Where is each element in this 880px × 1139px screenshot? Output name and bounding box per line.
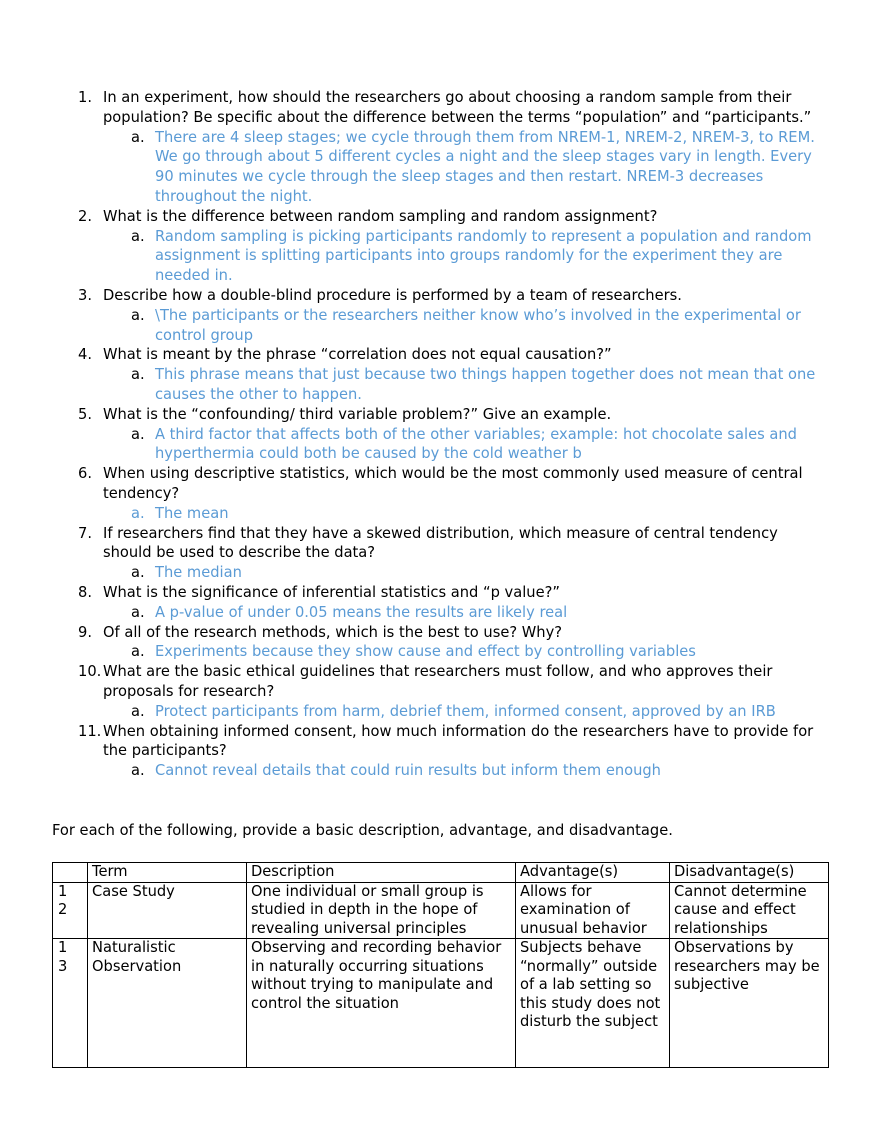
question-number: 2. <box>78 207 92 225</box>
question-item <box>78 583 830 623</box>
term-cell: Case Study <box>88 882 247 939</box>
question-number: 3. <box>78 286 92 304</box>
answer-text: Random sampling is picking participants randomly to represent a population and random assignment is splitting participants into groups randomly for the experiment they are needed in. <box>155 227 812 285</box>
description-cell: One individual or small group is studied in depth in the hope of revealing universal principles <box>247 882 516 939</box>
research-methods-table <box>52 862 829 1068</box>
question-text: When obtaining informed consent, how much information do the researchers have to provide for the participants? <box>103 722 814 760</box>
question <box>78 583 830 603</box>
header-disadvantage: Disadvantage(s) <box>670 863 829 883</box>
answer-label: a. <box>131 564 145 582</box>
disadvantage-cell: Cannot determine cause and effect relationships <box>670 882 829 939</box>
question <box>78 207 830 227</box>
question-text: In an experiment, how should the researchers go about choosing a random sample from their population? Be specific about the difference between the terms “population” and “participants.” <box>103 89 812 126</box>
answer <box>131 603 830 623</box>
question-number: 10. <box>78 663 102 681</box>
question-text: What is the “confounding/ third variable problem?” Give an example. <box>103 405 612 423</box>
table-row <box>53 939 829 1068</box>
table-header-row <box>53 863 829 883</box>
answer <box>131 504 830 524</box>
answer-text: Protect participants from harm, debrief them, informed consent, approved by an IRB <box>155 702 776 720</box>
answer <box>131 761 830 781</box>
answer-text: Experiments because they show cause and effect by controlling variables <box>155 643 696 661</box>
answer-label: a. <box>131 643 145 661</box>
question-text: Of all of the research methods, which is the best to use? Why? <box>103 623 563 641</box>
question <box>78 405 830 425</box>
question-number: 11. <box>78 722 102 740</box>
question-number: 5. <box>78 405 92 423</box>
description-cell: Observing and recording behavior in naturally occurring situations without trying to manipulate and control the situation <box>247 939 516 1068</box>
advantage-cell: Allows for examination of unusual behavior <box>516 882 670 939</box>
answer-label: a. <box>131 762 145 780</box>
header-description: Description <box>247 863 516 883</box>
answer <box>131 128 830 207</box>
question-item <box>78 464 830 523</box>
question <box>78 345 830 365</box>
answer <box>131 306 830 346</box>
question <box>78 524 830 564</box>
row-num: 1 3 <box>53 939 88 1068</box>
question-text: What is the difference between random sampling and random assignment? <box>103 207 658 225</box>
answer-label: a. <box>131 227 145 245</box>
question-item <box>78 524 830 583</box>
answer-text: A third factor that affects both of the other variables; example: hot chocolate sales and hyperthermia could both be caused by the cold weather b <box>155 425 797 463</box>
disadvantage-cell: Observations by researchers may be subjective <box>670 939 829 1068</box>
question <box>78 88 830 128</box>
answer-label: a. <box>131 425 145 443</box>
question-item <box>78 286 830 345</box>
question <box>78 662 830 702</box>
answer-label: a. <box>131 366 145 384</box>
answer <box>131 425 830 465</box>
answer-text: There are 4 sleep stages; we cycle through them from NREM-1, NREM-2, NREM-3, to REM. We go through about 5 different cycles a night and the sleep stages vary in length. Every 90 minutes we cycle through the sleep stages and then restart. NREM-3 decreases throughout the night. <box>155 128 815 205</box>
question-item <box>78 623 830 663</box>
question-item <box>78 88 830 207</box>
answer-text: The mean <box>155 504 229 522</box>
question-text: What is the significance of inferential statistics and “p value?” <box>103 583 560 601</box>
answer <box>131 227 830 286</box>
table-row <box>53 882 829 939</box>
answer-text: \The participants or the researchers neither know who’s involved in the experimental or control group <box>155 306 801 344</box>
header-num <box>53 863 88 883</box>
answer <box>131 365 830 405</box>
answer-text: A p-value of under 0.05 means the results are likely real <box>155 603 568 621</box>
question <box>78 623 830 643</box>
question <box>78 722 830 762</box>
question-item <box>78 662 830 721</box>
header-term: Term <box>88 863 247 883</box>
question-number: 9. <box>78 623 92 641</box>
answer-label: a. <box>131 603 145 621</box>
question-text: Describe how a double-blind procedure is performed by a team of researchers. <box>103 286 682 304</box>
answer-label: a. <box>131 128 145 146</box>
answer-label: a. <box>131 702 145 720</box>
question <box>78 286 830 306</box>
question-number: 7. <box>78 524 92 542</box>
answer-text: Cannot reveal details that could ruin results but inform them enough <box>155 762 661 780</box>
answer <box>131 642 830 662</box>
answer-label: a. <box>131 504 145 522</box>
term-cell: Naturalistic Observation <box>88 939 247 1068</box>
question-text: What are the basic ethical guidelines that researchers must follow, and who approves their proposals for research? <box>103 663 773 700</box>
answer-text: The median <box>155 564 242 582</box>
header-advantage: Advantage(s) <box>516 863 670 883</box>
question-text: What is meant by the phrase “correlation does not equal causation?” <box>103 346 612 364</box>
question-item <box>78 345 830 404</box>
advantage-cell: Subjects behave “normally” outside of a lab setting so this study does not disturb the subject <box>516 939 670 1068</box>
question-number: 6. <box>78 465 92 483</box>
question-number: 8. <box>78 583 92 601</box>
question-number: 1. <box>78 89 92 106</box>
question-number: 4. <box>78 346 92 364</box>
question-item <box>78 722 830 781</box>
answer-label: a. <box>131 306 145 324</box>
row-num: 1 2 <box>53 882 88 939</box>
answer <box>131 702 830 722</box>
question <box>78 464 830 504</box>
question-list <box>78 88 830 781</box>
answer <box>131 563 830 583</box>
answer-text: This phrase means that just because two things happen together does not mean that one causes the other to happen. <box>155 366 816 403</box>
question-text: When using descriptive statistics, which would be the most commonly used measure of central tendency? <box>103 465 803 502</box>
question-item <box>78 207 830 286</box>
question-item <box>78 405 830 464</box>
table-intro: For each of the following, provide a basic description, advantage, and disadvantage. <box>52 822 673 839</box>
question-text: If researchers find that they have a skewed distribution, which measure of central tendency should be used to describe the data? <box>103 524 778 562</box>
